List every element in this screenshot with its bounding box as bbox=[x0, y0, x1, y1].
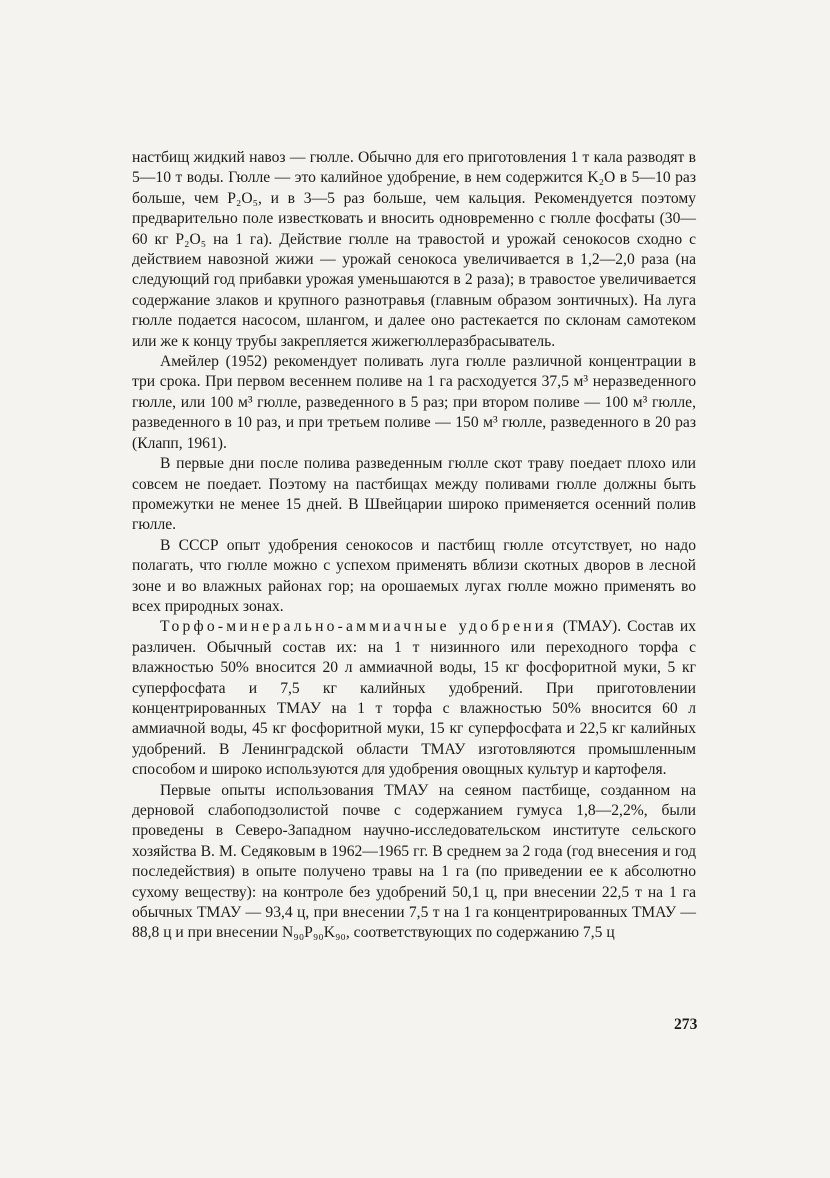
page-number: 273 bbox=[674, 1016, 698, 1033]
tmau-text: (ТМАУ). Состав их различен. Обычный состав их: на 1 т низинного или переходного торфа с влажностью 50% вносится 20 л аммиачной воды, 15 кг фосфоритной муки, 5 кг суперфосфата и 7,5 кг калийных удобрений. При приготовлении концентрированных ТМАУ на 1 т торфа с влажностью 50% вносится 60 л аммиачной воды, 45 кг фосфоритной муки, 15 кг суперфосфата и 22,5 кг калийных удобрений. В Ленинградской области ТМАУ изготовляются промышленным способом и широко используются для удобрения овощных культур и картофеля. bbox=[132, 618, 696, 779]
paragraph-first-experiments: Первые опыты использования ТМАУ на сеяном пастбище, созданном на дерновой слабоподзолистой почве с содержанием гумуса 1,8—2,2%, были проведены в Северо-Западном научно-исследовательском институте сельского хозяйства В. М. Седяковым в 1962—1965 гг. В среднем за 2 года (год внесения и год последействия) в опыте получено травы на 1 га (по приведении ее к абсолютно сухому веществу): на контроле без удобрений 50,1 ц, при внесении 22,5 т на 1 га обычных ТМАУ — 93,4 ц, при внесении 7,5 т на 1 га концентрированных ТМАУ — 88,8 ц и при внесении N₉₀P₉₀K₉₀, соответствующих по содержанию 7,5 ц bbox=[132, 781, 696, 942]
page-text-block bbox=[132, 148, 696, 944]
paragraph-tmau bbox=[132, 617, 696, 780]
paragraph-ameiler: Амейлер (1952) рекомендует поливать луга гюлле различной концентрации в три срока. При первом весеннем поливе на 1 га расходуется 37,5 м³ неразведенного гюлле, или 100 м³ гюлле, разведенного в 5 раз; при втором поливе — 100 м³ гюлле, разведенного в 10 раз, и при третьем поливе — 150 м³ гюлле, разведенного в 20 раз (Клапп, 1961). bbox=[132, 353, 696, 452]
paragraph-ussr: В СССР опыт удобрения сенокосов и пастбищ гюлле отсутствует, но надо полагать, что гюлле можно с успехом применять вблизи скотных дворов в лесной зоне и во влажных районах гор; на орошаемых лугах гюлле можно применять во всех природных зонах. bbox=[132, 536, 696, 615]
tmau-heading: Торфо-минерально-аммиачные удобрения bbox=[160, 618, 557, 636]
paragraph-first-days: В первые дни после полива разведенным гюлле скот траву поедает плохо или совсем не поедает. Поэтому на пастбищах между поливами гюлле должны быть промежутки не менее 15 дней. В Швейцарии широко применяется осенний полив гюлле. bbox=[132, 455, 696, 534]
paragraph-gulle-intro: настбищ жидкий навоз — гюлле. Обычно для его приготовления 1 т кала разводят в 5—10 т воды. Гюлле — это калийное удобрение, в нем содержится K₂O в 5—10 раз больше, чем P₂O₅, и в 3—5 раз больше, чем кальция. Рекомендуется поэтому предварительно поле известковать и вносить одновременно с гюлле фосфаты (30—60 кг P₂O₅ на 1 га). Действие гюлле на травостой и урожай сенокосов сходно с действием навозной жижи — урожай сенокоса увеличивается в 1,2—2,0 раза (на следующий год прибавки урожая уменьшаются в 2 раза); в травостое увеличивается содержание злаков и крупного разнотравья (главным образом зонтичных). На луга гюлле подается насосом, шлангом, и далее оно растекается по склонам самотеком или же к концу трубы закрепляется жижегюллеразбрасыватель. bbox=[132, 149, 696, 350]
